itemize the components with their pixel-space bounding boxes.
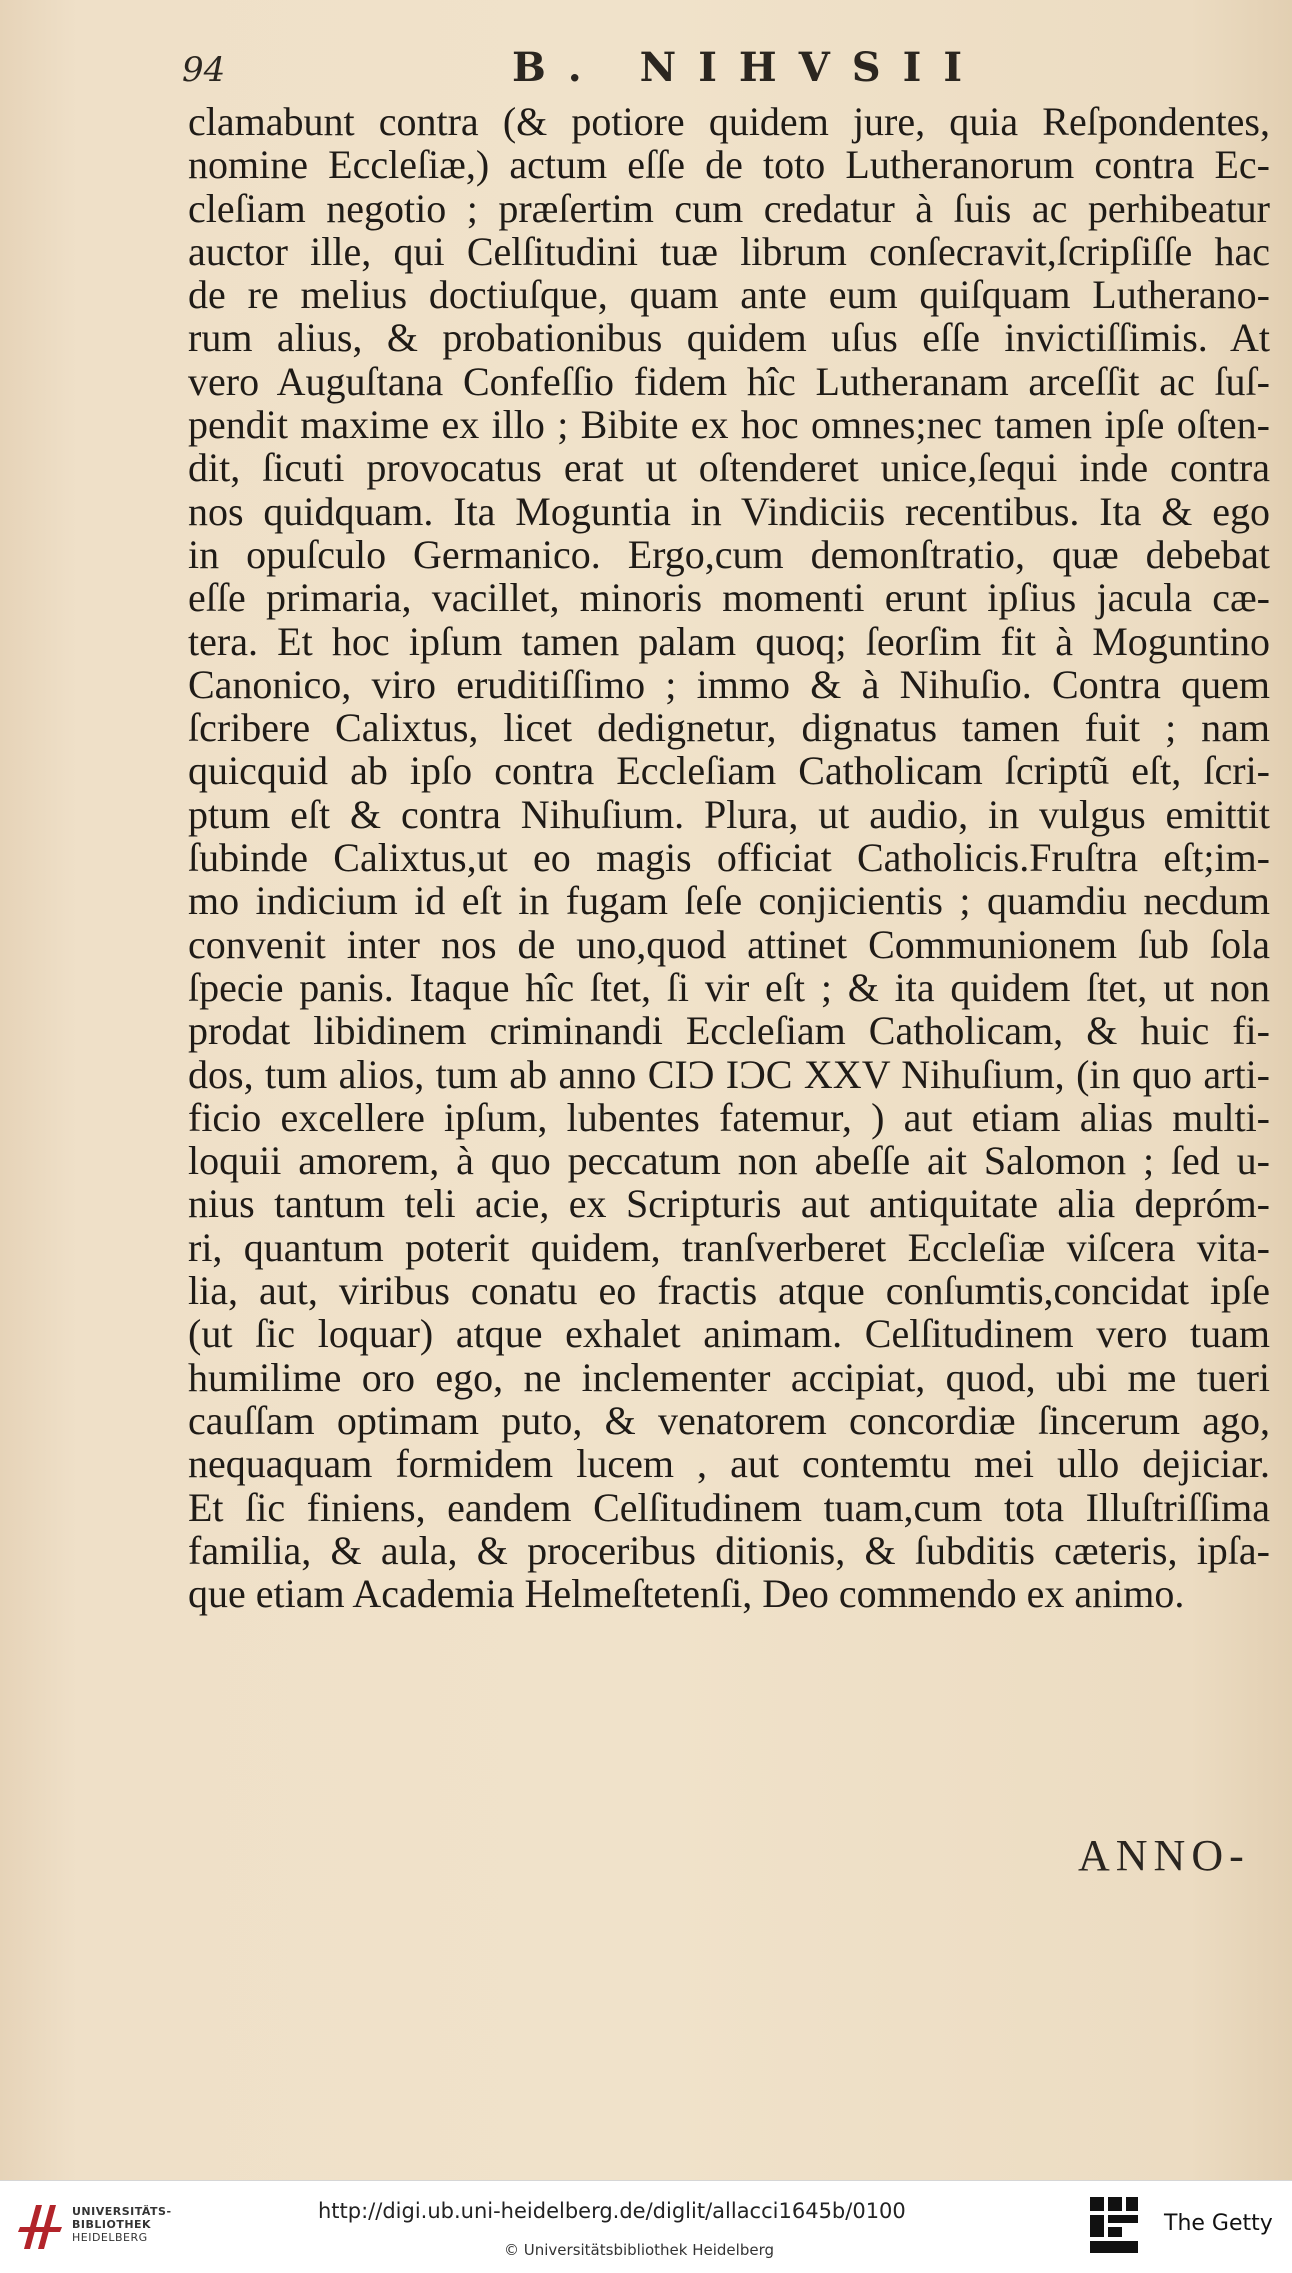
text-line: quicquid ab ipſo contra Eccleſiam Catholicam ſcriptũ eſt, ſcri- xyxy=(188,748,1270,794)
page-number: 94 xyxy=(182,50,226,90)
library-name: UNIVERSITÄTS- BIBLIOTHEK HEIDELBERG xyxy=(72,2205,172,2244)
copyright-notice: © Universitätsbibliothek Heidelberg xyxy=(504,2241,775,2259)
text-line: dit, ſicuti provocatus erat ut oſtenderet unice,ſequi inde contra xyxy=(188,445,1270,491)
university-library-logo xyxy=(16,2197,68,2257)
text-line: ſcribere Calixtus, licet dedignetur, dignatus tamen fuit ; nam xyxy=(188,705,1270,751)
text-line: pendit maxime ex illo ; Bibite ex hoc omnes;nec tamen ipſe oſten- xyxy=(188,402,1270,448)
text-line: nius tantum teli acie, ex Scripturis aut antiquitate alia depróm- xyxy=(188,1181,1270,1227)
partner-name: The Getty xyxy=(1164,2211,1273,2236)
text-line: de re melius doctiuſque, quam ante eum quiſquam Lutherano- xyxy=(188,272,1270,318)
running-title: B. NIHVSII xyxy=(512,44,985,91)
text-line: convenit inter nos de uno,quod attinet Communionem ſub ſola xyxy=(188,921,1270,967)
text-line: eſſe primaria, vacillet, minoris momenti erunt ipſius jacula cæ- xyxy=(188,575,1270,621)
text-line: rum alius, & probationibus quidem uſus eſſe invictiſſimis. At xyxy=(188,315,1270,361)
text-line: nos quidquam. Ita Moguntia in Vindiciis recentibus. Ita & ego xyxy=(188,488,1270,534)
permalink-url[interactable]: http://digi.ub.uni-heidelberg.de/diglit/allacci1645b/0100 xyxy=(318,2199,906,2223)
text-line: ſubinde Calixtus,ut eo magis officiat Catholicis.Fruſtra eſt;im- xyxy=(188,835,1270,881)
page-header xyxy=(182,44,1262,96)
text-line: ſpecie panis. Itaque hîc ſtet, ſi vir eſt ; & ita quidem ſtet, ut non xyxy=(188,964,1270,1010)
text-line: ptum eſt & contra Nihuſium. Plura, ut audio, in vulgus emittit xyxy=(188,791,1270,837)
text-line: humilime oro ego, ne inclementer accipiat, quod, ubi me tueri xyxy=(188,1354,1270,1400)
text-line: Canonico, viro eruditiſſimo ; immo & à Nihuſio. Contra quem xyxy=(188,661,1270,707)
getty-logo-icon xyxy=(1088,2195,1140,2257)
text-line: nequaquam formidem lucem , aut contemtu mei ullo dejiciar. xyxy=(188,1441,1270,1487)
text-line: in opuſculo Germanico. Ergo,cum demonſtratio, quæ debebat xyxy=(188,531,1270,577)
text-line: mo indicium id eſt in fugam ſeſe conjicientis ; quamdiu necdum xyxy=(188,878,1270,924)
text-line: cauſſam optimam puto, & venatorem concordiæ ſincerum ago, xyxy=(188,1397,1270,1443)
text-line: ficio excellere ipſum, lubentes fatemur, ) aut etiam alias multi- xyxy=(188,1094,1270,1140)
text-line: prodat libidinem criminandi Eccleſiam Catholicam, & huic fi- xyxy=(188,1008,1270,1054)
catchword: ANNO- xyxy=(1078,1831,1250,1880)
text-line: cleſiam negotio ; præſertim cum credatur à ſuis ac perhibeatur xyxy=(188,185,1270,231)
text-line: tera. Et hoc ipſum tamen palam quoq; ſeorſim fit à Moguntino xyxy=(188,618,1270,664)
text-line: loquii amorem, à quo peccatum non abeſſe ait Salomon ; ſed u- xyxy=(188,1138,1270,1184)
text-line: que etiam Academia Helmeſtetenſi, Deo commendo ex animo. xyxy=(188,1571,1185,1617)
text-line: nomine Eccleſiæ,) actum eſſe de toto Lutheranorum contra Ec- xyxy=(188,142,1270,188)
text-line: (ut ſic loquar) atque exhalet animam. Celſitudinem vero tuam xyxy=(188,1311,1270,1357)
text-line: vero Auguſtana Confeſſio fidem hîc Lutheranam arceſſit ac ſuſ- xyxy=(188,358,1270,404)
text-line: auctor ille, qui Celſitudini tuæ librum conſecravit,ſcripſiſſe hac xyxy=(188,228,1270,274)
body-text xyxy=(188,100,1270,1615)
text-line: familia, & aula, & proceribus ditionis, & ſubditis cæteris, ipſa- xyxy=(188,1527,1270,1573)
text-line: dos, tum alios, tum ab anno CIƆ IƆC XXV Nihuſium, (in quo arti- xyxy=(188,1051,1270,1097)
text-line: ri, quantum poterit quidem, tranſverberet Eccleſiæ viſcera vita- xyxy=(188,1224,1270,1270)
text-line: lia, aut, viribus conatu eo fractis atque conſumtis,concidat ipſe xyxy=(188,1268,1270,1314)
text-line: clamabunt contra (& potiore quidem jure, quia Reſpondentes, xyxy=(188,99,1270,144)
text-line: Et ſic finiens, eandem Celſitudinem tuam,cum tota Illuſtriſſima xyxy=(188,1484,1270,1530)
footer-bar xyxy=(0,2180,1292,2273)
